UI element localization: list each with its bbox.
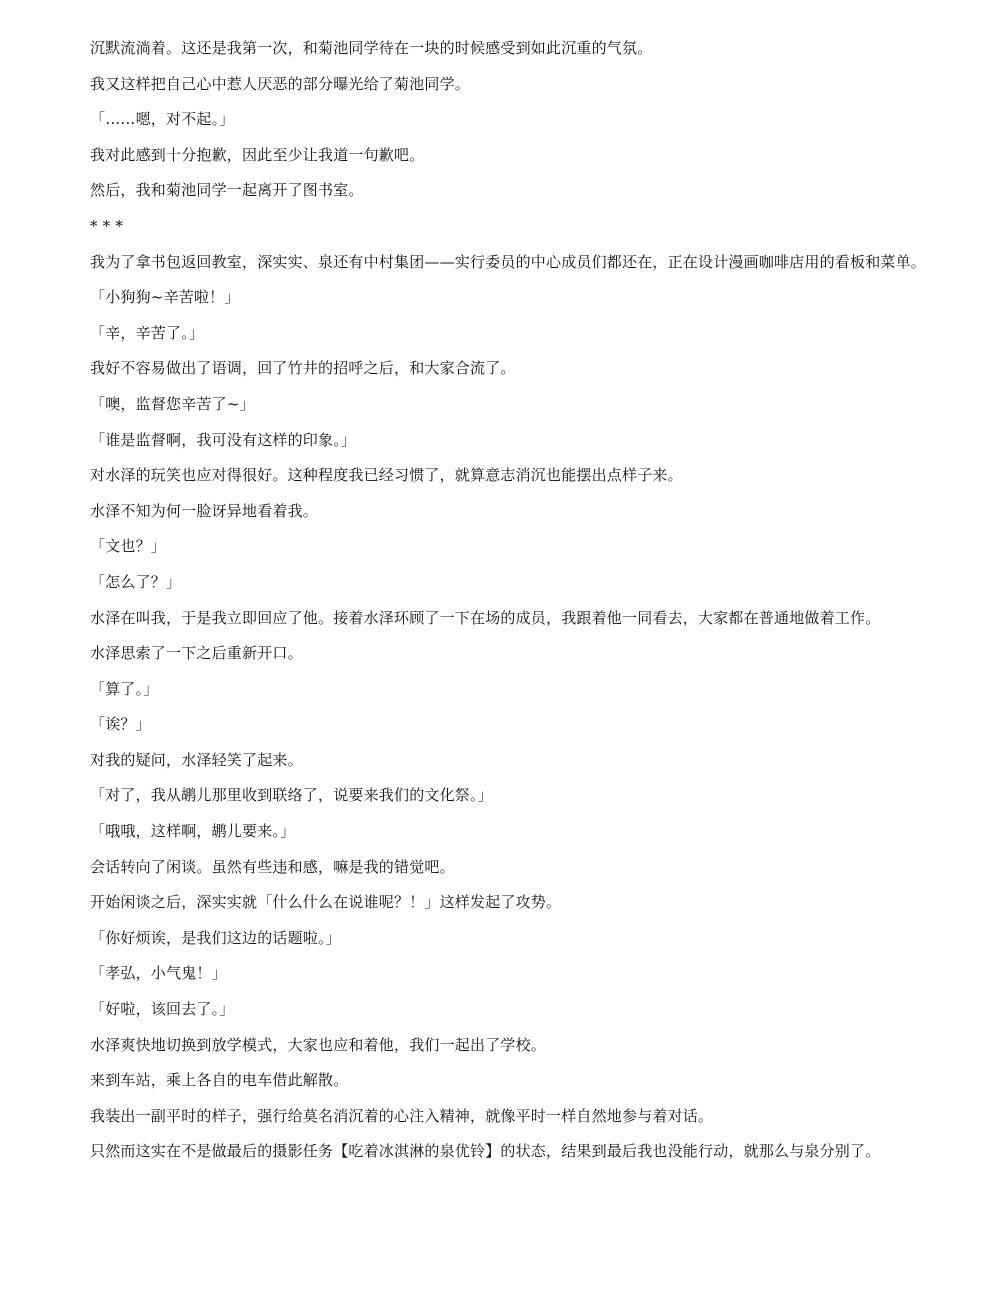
paragraph: 「小狗狗~辛苦啦！」 xyxy=(90,288,240,307)
paragraph: 「算了。」 xyxy=(90,679,159,698)
paragraph: 水泽不知为何一脸讶异地看着我。 xyxy=(90,501,319,520)
paragraph: 开始闲谈之后，深实实就「什么什么在说谁呢？！」这样发起了攻势。 xyxy=(90,893,562,912)
paragraph: 「好啦，该回去了。」 xyxy=(90,1000,235,1019)
paragraph: 「谁是监督啊，我可没有这样的印象。」 xyxy=(90,430,357,449)
paragraph: 我对此感到十分抱歉，因此至少让我道一句歉吧。 xyxy=(90,145,425,164)
paragraph: 水泽爽快地切换到放学模式，大家也应和着他，我们一起出了学校。 xyxy=(90,1035,547,1054)
paragraph: 「文也？」 xyxy=(90,537,167,556)
paragraph: 我装出一副平时的样子，强行给莫名消沉着的心注入精神，就像平时一样自然地参与着对话。 xyxy=(90,1106,714,1125)
paragraph: 水泽思索了一下之后重新开口。 xyxy=(90,644,303,663)
paragraph: 「噢，监督您辛苦了~」 xyxy=(90,394,255,413)
paragraph: 对水泽的玩笑也应对得很好。这种程度我已经习惯了，就算意志消沉也能摆出点样子来。 xyxy=(90,466,683,485)
section-break: * * * xyxy=(90,216,124,235)
paragraph: 我又这样把自己心中惹人厌恶的部分曝光给了菊池同学。 xyxy=(90,74,471,93)
paragraph: 沉默流淌着。这还是我第一次，和菊池同学待在一块的时候感受到如此沉重的气氛。 xyxy=(90,39,653,57)
paragraph: 「辛，辛苦了。」 xyxy=(90,323,205,342)
paragraph: 只然而这实在不是做最后的摄影任务【吃着冰淇淋的泉优铃】的状态，结果到最后我也没能行动，就那么与泉分别了。 xyxy=(90,1142,881,1161)
paragraph: 「孝弘，小气鬼！」 xyxy=(90,964,227,983)
paragraph: 我好不容易做出了语调，回了竹井的招呼之后，和大家合流了。 xyxy=(90,359,516,378)
paragraph: 「哦哦，这样啊，鹕儿要来。」 xyxy=(90,822,296,841)
paragraph: 「……嗯，对不起。」 xyxy=(90,110,235,129)
paragraph: 会话转向了闲谈。虽然有些违和感，嘛是我的错觉吧。 xyxy=(90,857,455,876)
paragraph: 然后，我和菊池同学一起离开了图书室。 xyxy=(90,181,364,200)
paragraph: 「你好烦诶，是我们这边的话题啦。」 xyxy=(90,928,341,947)
paragraph: 对我的疑问，水泽轻笑了起来。 xyxy=(90,750,303,769)
paragraph: 我为了拿书包返回教室，深实实、泉还有中村集团——实行委员的中心成员们都还在，正在设计漫画咖啡店用的看板和菜单。 xyxy=(90,252,927,271)
paragraph: 水泽在叫我，于是我立即回应了他。接着水泽环顾了一下在场的成员，我跟着他一同看去，大家都在普通地做着工作。 xyxy=(90,608,881,627)
paragraph: 「对了，我从鹕儿那里收到联络了，说要来我们的文化祭。」 xyxy=(90,786,493,805)
paragraph: 来到车站，乘上各自的电车借此解散。 xyxy=(90,1071,349,1090)
paragraph: 「怎么了？」 xyxy=(90,572,182,591)
paragraph: 「诶？」 xyxy=(90,715,151,734)
